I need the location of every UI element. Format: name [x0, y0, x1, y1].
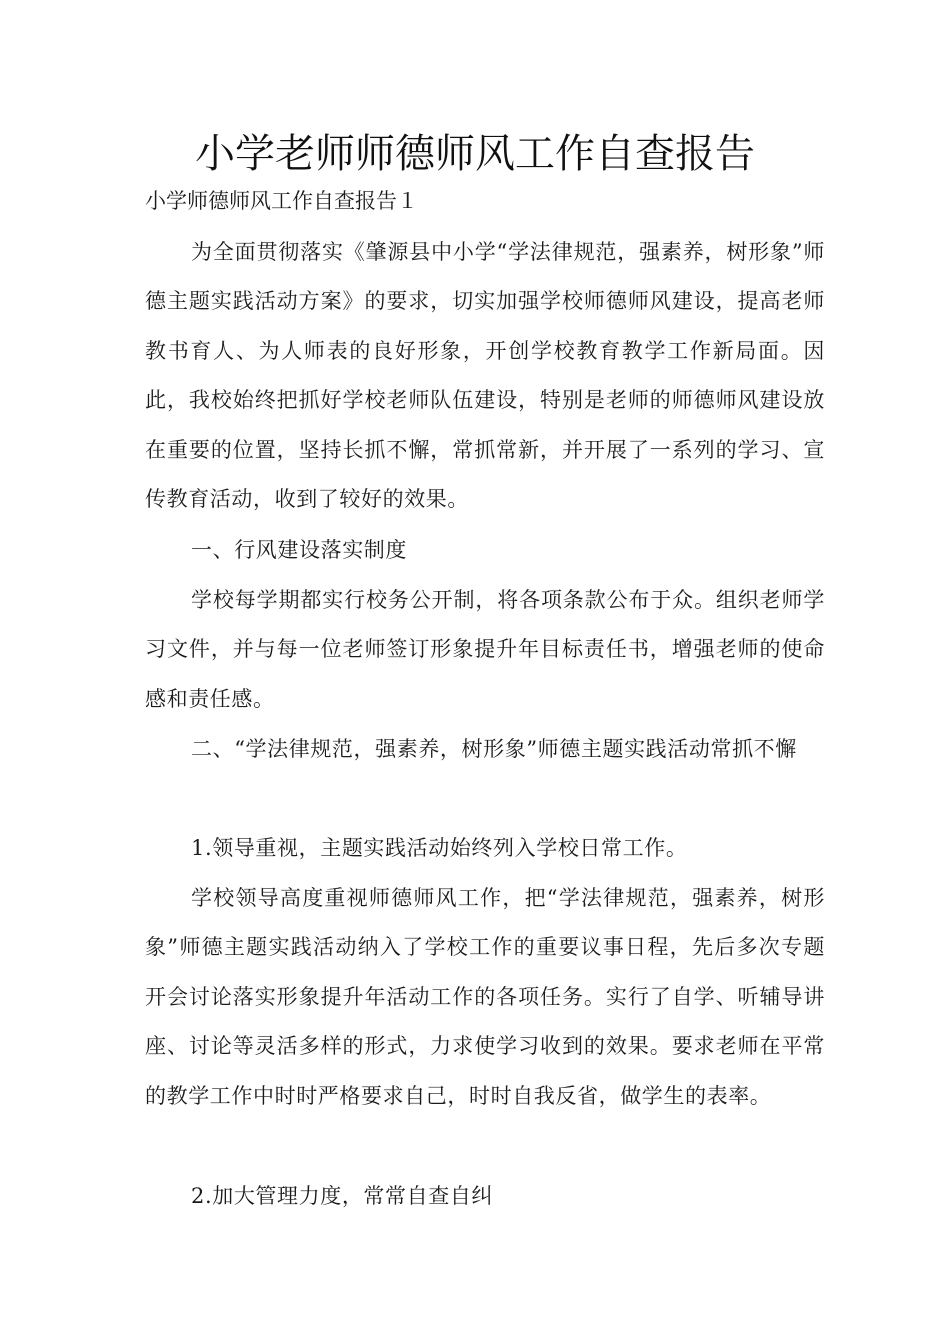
section-1-paragraph: 学校每学期都实行校务公开制，将各项条款公布于众。组织老师学习文件，并与每一位老师签订形象提升年目标责任书，增强老师的使命感和责任感。 — [145, 588, 825, 711]
subheading-1: 1.领导重视，主题实践活动始终列入学校日常工作。 — [191, 836, 688, 860]
section-2-paragraph: 学校领导高度重视师德师风工作，把“学法律规范，强素养，树形象”师德主题实践活动纳入了学校工作的重要议事日程，先后多次专题开会讨论落实形象提升年活动工作的各项任务。实行了自学、听辅导讲座、讨论等灵活多样的形式，力求使学习收到的效果。要求老师在平常的教学工作中时时严格要求自己，时时自我反省，做学生的表率。 — [145, 886, 825, 1108]
section-heading-1: 一、行风建设落实制度 — [191, 538, 407, 562]
section-heading-2: 二、“学法律规范，强素养，树形象”师德主题实践活动常抓不懈 — [191, 737, 797, 761]
document-subtitle: 小学师德师风工作自查报告１ — [145, 189, 418, 213]
intro-paragraph: 为全面贯彻落实《肇源县中小学“学法律规范，强素养，树形象”师德主题实践活动方案》的要求，切实加强学校师德师风建设，提高老师教书育人、为人师表的良好形象，开创学校教育教学工作新局面。因此，我校始终把抓好学校老师队伍建设，特别是老师的师德师风建设放在重要的位置，坚持长抓不懈，常抓常新，并开展了一系列的学习、宣传教育活动，收到了较好的效果。 — [145, 240, 825, 512]
subheading-2: 2.加大管理力度，常常自查自纠 — [191, 1184, 494, 1208]
document-title: 小学老师师德师风工作自查报告 — [195, 131, 755, 177]
